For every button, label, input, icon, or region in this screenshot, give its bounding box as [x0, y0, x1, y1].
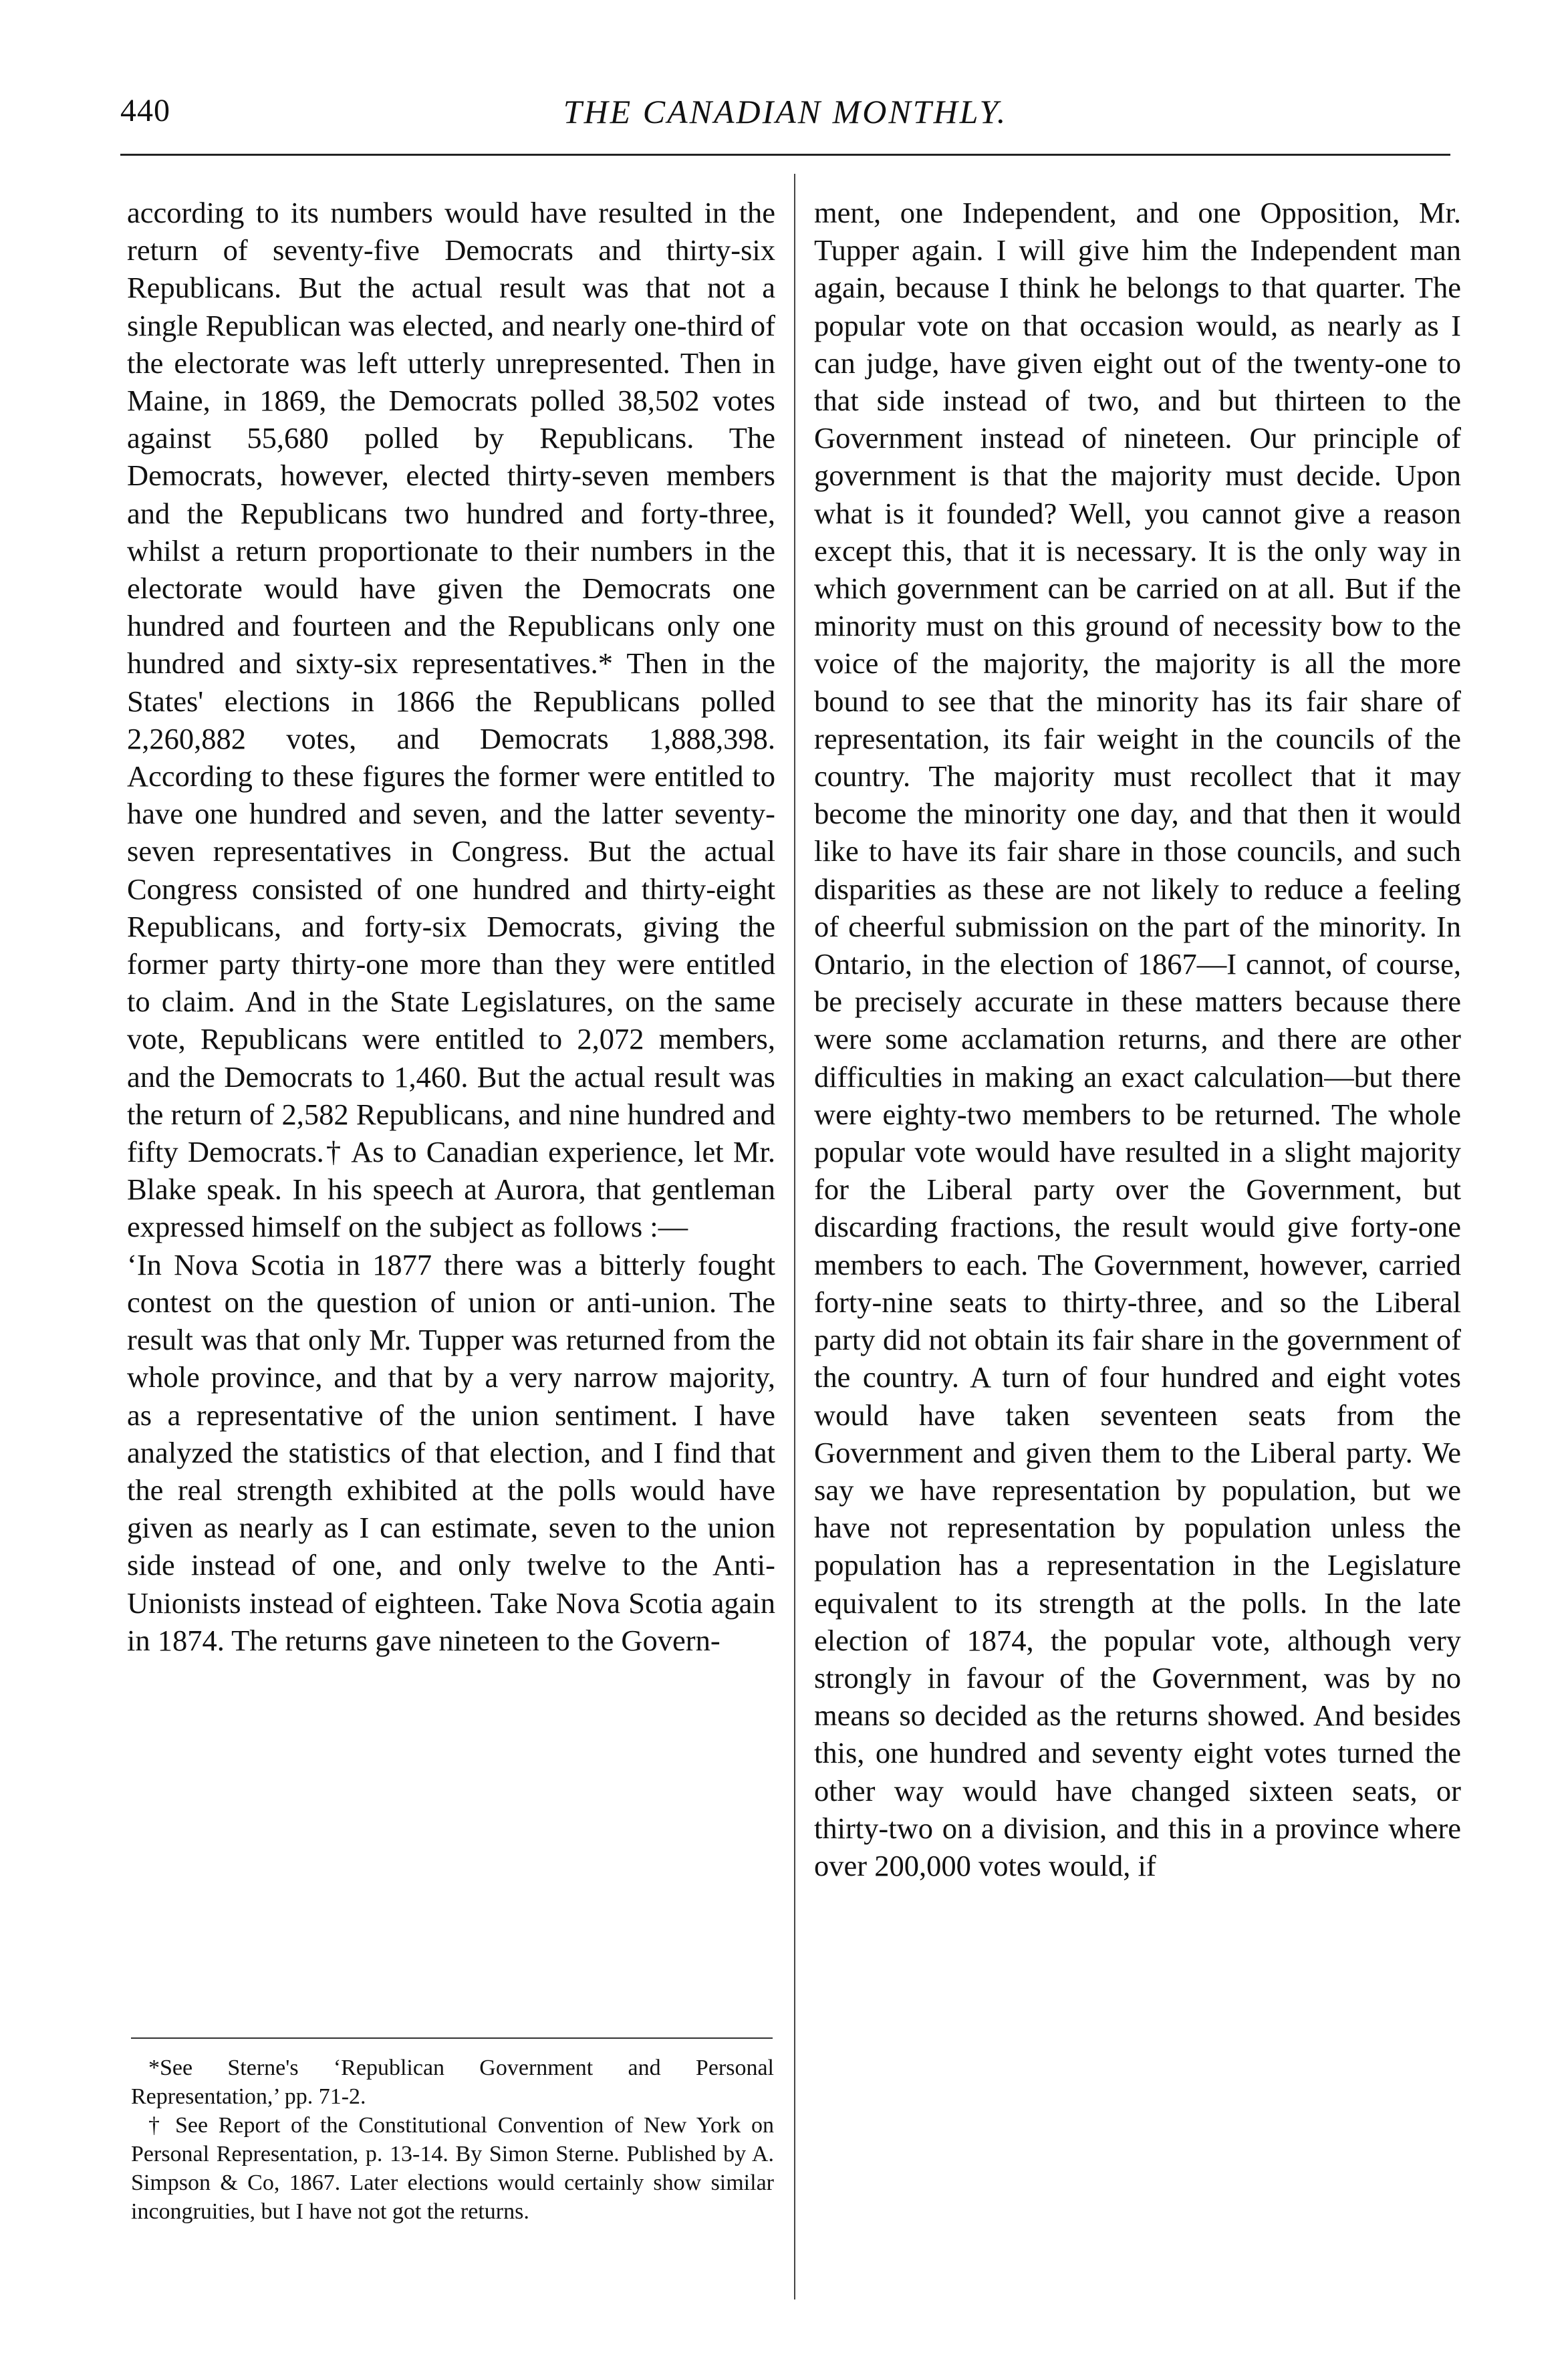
- left-paragraph-1: according to its numbers would have resulted in the return of seventy-five Democrats and thirty-six Republicans. But the actual result was that not a single Republican was elected, and nearly one-third of the electorate was left utterly unrepresented. Then in Maine, in 1869, the Democrats polled 38,502 votes against 55,680 polled by Republicans. The Democrats, however, elected thirty-seven members and the Republicans two hundred and forty-three, whilst a return proportionate to their numbers in the electorate would have given the Democrats one hundred and fourteen and the Republicans only one hundred and sixty-six representatives.* Then in the States' elections in 1866 the Republicans polled 2,260,882 votes, and Democrats 1,888,398. According to these figures the former were entitled to have one hundred and seven, and the latter seventy-seven representatives in Congress. But the actual Congress consisted of one hundred and thirty-eight Republicans, and forty-six Democrats, giving the former party thirty-one more than they were entitled to claim. And in the State Legislatures, on the same vote, Republicans were entitled to 2,072 members, and the Democrats to 1,460. But the actual result was the return of 2,582 Republicans, and nine hundred and fifty Democrats.† As to Canadian experience, let Mr. Blake speak. In his speech at Aurora, that gentleman expressed himself on the subject as follows :—: [127, 196, 775, 1244]
- footnote-2: † See Report of the Constitutional Convention of New York on Personal Representation, p. 13-14. By Simon Sterne. Published by A. Simpson & Co, 1867. Later elections would certainly show similar incongruities, but I have not got the returns.: [131, 2113, 774, 2224]
- column-divider: [794, 174, 795, 2299]
- footnotes: [131, 2053, 774, 2226]
- footnote-rule: [131, 2037, 773, 2039]
- page-header: [120, 79, 1450, 146]
- left-paragraph-2: ‘In Nova Scotia in 1877 there was a bitterly fought contest on the question of union or anti-union. The result was that only Mr. Tupper was returned from the whole province, and that by a very narrow majority, as a representative of the union sentiment. I have analyzed the statistics of that election, and I find that the real strength exhibited at the polls would have given as nearly as I can estimate, seven to the union side instead of one, and only twelve to the Anti-Unionists instead of eighteen. Take Nova Scotia again in 1874. The returns gave nineteen to the Govern-: [127, 1247, 775, 1657]
- footnote-1: *See Sterne's ‘Republican Government and Personal Representation,’ pp. 71-2.: [131, 2055, 774, 2109]
- header-rule: [120, 154, 1450, 156]
- left-column: [127, 194, 775, 1659]
- right-paragraph-1: ment, one Independent, and one Opposition, Mr. Tupper again. I will give him the Independent man again, because I think he belongs to that quarter. The popular vote on that occasion would, as nearly as I can judge, have given eight out of the twenty-one to that side instead of two, and but thirteen to the Government instead of nineteen. Our principle of government is that the majority must decide. Upon what is it founded? Well, you cannot give a reason except this, that it is necessary. It is the only way in which government can be carried on at all. But if the minority must on this ground of necessity bow to the voice of the majority, the majority is all the more bound to see that the minority has its fair share of representation, its fair weight in the councils of the country. The majority must recollect that it may become the minority one day, and that then it would like to have its fair share in those councils, and such disparities as these are not likely to reduce a feeling of cheerful submission on the part of the minority. In Ontario, in the election of 1867—I cannot, of course, be precisely accurate in these matters because there were some acclamation returns, and there are other difficulties in making an exact calculation—but there were eighty-two members to be returned. The whole popular vote would have resulted in a slight majority for the Liberal party over the Government, but discarding fractions, the result would give forty-one members to each. The Government, however, carried forty-nine seats to thirty-three, and so the Liberal party did not obtain its fair share in the government of the country. A turn of four hundred and eight votes would have taken seventeen seats from the Government and given them to the Liberal party. We say we have representation by population, but we have not representation by population unless the population has a representation in the Legislature equivalent to its strength at the polls. In the late election of 1874, the popular vote, although very strongly in favour of the Government, was by no means so decided as the returns showed. And besides this, one hundred and seventy eight votes turned the other way would have changed sixteen seats, or thirty-two on a division, and this in a province where over 200,000 votes would, if: [814, 196, 1461, 1882]
- running-title: THE CANADIAN MONTHLY.: [563, 93, 1008, 130]
- page-number: 440: [120, 93, 170, 128]
- right-column: [814, 194, 1461, 1884]
